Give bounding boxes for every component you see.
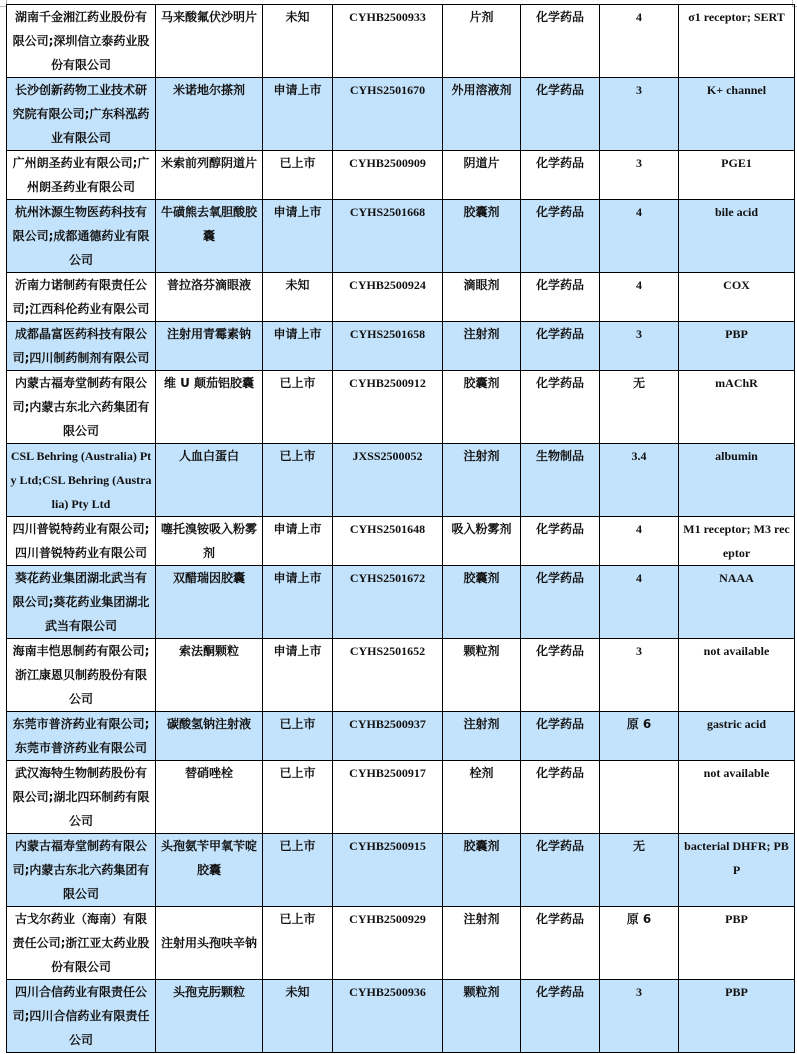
drug-name-cell: 马来酸氟伏沙明片 [156,5,263,78]
dosage-form-cell: 胶囊剂 [443,200,521,273]
target-cell: PGE1 [679,151,795,200]
category-cell: 化学药品 [521,5,600,78]
acceptance-code-cell: CYHB2500924 [333,273,443,322]
company-cell: 湖南千金湘江药业股份有限公司;深圳信立泰药业股份有限公司 [7,5,156,78]
registration-class-cell: 3 [600,322,679,371]
table-row [7,639,795,712]
company-cell: 四川合信药业有限责任公司;四川合信药业有限责任公司 [7,980,156,1053]
acceptance-code-cell: CYHB2500936 [333,980,443,1053]
target-cell: bacterial DHFR; PBP [679,834,795,907]
drug-name-cell: 头孢氨苄甲氧苄啶胶囊 [156,834,263,907]
dosage-form-cell: 滴眼剂 [443,273,521,322]
target-cell: not available [679,639,795,712]
registration-class-cell: 4 [600,566,679,639]
target-cell: not available [679,761,795,834]
table-row [7,5,795,78]
target-cell: bile acid [679,200,795,273]
acceptance-code-cell: CYHS2501658 [333,322,443,371]
company-cell: 内蒙古福寿堂制药有限公司;内蒙古东北六药集团有限公司 [7,834,156,907]
table-row [7,907,795,980]
status-cell: 未知 [263,980,333,1053]
dosage-form-cell: 注射剂 [443,322,521,371]
dosage-form-cell: 注射剂 [443,907,521,980]
category-cell: 化学药品 [521,712,600,761]
drug-name-cell: 牛磺熊去氧胆酸胶囊 [156,200,263,273]
target-cell: COX [679,273,795,322]
status-cell: 未知 [263,5,333,78]
target-cell: PBP [679,980,795,1053]
dosage-form-cell: 片剂 [443,5,521,78]
company-cell: 武汉海特生物制药股份有限公司;湖北四环制药有限公司 [7,761,156,834]
table-row [7,712,795,761]
drug-name-cell: 双醋瑞因胶囊 [156,566,263,639]
table-row [7,761,795,834]
registration-class-cell: 4 [600,5,679,78]
table-row [7,566,795,639]
dosage-form-cell: 胶囊剂 [443,834,521,907]
target-cell: σ1 receptor; SERT [679,5,795,78]
registration-class-cell: 4 [600,273,679,322]
status-cell: 已上市 [263,761,333,834]
acceptance-code-cell: CYHB2500937 [333,712,443,761]
company-cell: 海南丰恺思制药有限公司;浙江康恩贝制药股份有限公司 [7,639,156,712]
registration-class-cell: 3.4 [600,444,679,517]
registration-class-cell: 原 6 [600,712,679,761]
acceptance-code-cell: CYHS2501648 [333,517,443,566]
category-cell: 化学药品 [521,151,600,200]
drug-name-cell: 米索前列醇阴道片 [156,151,263,200]
status-cell: 已上市 [263,907,333,980]
dosage-form-cell: 栓剂 [443,761,521,834]
registration-class-cell: 3 [600,151,679,200]
dosage-form-cell: 胶囊剂 [443,371,521,444]
table-row [7,371,795,444]
target-cell: M1 receptor; M3 receptor [679,517,795,566]
registration-class-cell: 3 [600,980,679,1053]
registration-class-cell: 原 6 [600,907,679,980]
category-cell: 化学药品 [521,566,600,639]
category-cell: 化学药品 [521,371,600,444]
acceptance-code-cell: CYHS2501652 [333,639,443,712]
category-cell: 化学药品 [521,980,600,1053]
acceptance-code-cell: CYHB2500912 [333,371,443,444]
drug-name-cell: 噻托溴铵吸入粉雾剂 [156,517,263,566]
drug-name-cell: 米诺地尔搽剂 [156,78,263,151]
category-cell: 化学药品 [521,273,600,322]
status-cell: 已上市 [263,444,333,517]
table-row [7,322,795,371]
drug-registration-table [6,4,795,1053]
status-cell: 申请上市 [263,517,333,566]
category-cell: 生物制品 [521,444,600,517]
table-row [7,78,795,151]
dosage-form-cell: 颗粒剂 [443,639,521,712]
company-cell: 沂南力诺制药有限责任公司;江西科伦药业有限公司 [7,273,156,322]
dosage-form-cell: 注射剂 [443,444,521,517]
status-cell: 申请上市 [263,566,333,639]
company-cell: 内蒙古福寿堂制药有限公司;内蒙古东北六药集团有限公司 [7,371,156,444]
table-row [7,273,795,322]
category-cell: 化学药品 [521,200,600,273]
target-cell: gastric acid [679,712,795,761]
registration-class-cell: 3 [600,639,679,712]
target-cell: albumin [679,444,795,517]
drug-name-cell: 碳酸氢钠注射液 [156,712,263,761]
drug-name-cell: 索法酮颗粒 [156,639,263,712]
status-cell: 申请上市 [263,322,333,371]
category-cell: 化学药品 [521,761,600,834]
drug-name-cell: 注射用头孢呋辛钠 [156,907,263,980]
table-row [7,151,795,200]
company-cell: 杭州沐源生物医药科技有限公司;成都通德药业有限公司 [7,200,156,273]
acceptance-code-cell: CYHB2500929 [333,907,443,980]
registration-class-cell: 无 [600,834,679,907]
dosage-form-cell: 外用溶液剂 [443,78,521,151]
dosage-form-cell: 颗粒剂 [443,980,521,1053]
status-cell: 申请上市 [263,78,333,151]
status-cell: 已上市 [263,371,333,444]
company-cell: 成都晶富医药科技有限公司;四川制药制剂有限公司 [7,322,156,371]
category-cell: 化学药品 [521,834,600,907]
target-cell: NAAA [679,566,795,639]
target-cell: K+ channel [679,78,795,151]
table-body [7,5,795,1053]
status-cell: 已上市 [263,151,333,200]
company-cell: 东莞市普济药业有限公司;东莞市普济药业有限公司 [7,712,156,761]
table-row [7,444,795,517]
registration-class-cell: 3 [600,78,679,151]
category-cell: 化学药品 [521,639,600,712]
drug-name-cell: 替硝唑栓 [156,761,263,834]
drug-name-cell: 注射用青霉素钠 [156,322,263,371]
target-cell: PBP [679,907,795,980]
acceptance-code-cell: CYHB2500909 [333,151,443,200]
status-cell: 申请上市 [263,200,333,273]
acceptance-code-cell: CYHB2500917 [333,761,443,834]
table-row [7,517,795,566]
registration-class-cell: 无 [600,371,679,444]
drug-name-cell: 维 U 颠茄铝胶囊 [156,371,263,444]
drug-name-cell: 人血白蛋白 [156,444,263,517]
drug-name-cell: 普拉洛芬滴眼液 [156,273,263,322]
status-cell: 未知 [263,273,333,322]
acceptance-code-cell: CYHB2500933 [333,5,443,78]
dosage-form-cell: 阴道片 [443,151,521,200]
company-cell: 广州朗圣药业有限公司;广州朗圣药业有限公司 [7,151,156,200]
acceptance-code-cell: CYHB2500915 [333,834,443,907]
registration-class-cell [600,761,679,834]
acceptance-code-cell: CYHS2501670 [333,78,443,151]
acceptance-code-cell: CYHS2501672 [333,566,443,639]
drug-name-cell: 头孢克肟颗粒 [156,980,263,1053]
dosage-form-cell: 胶囊剂 [443,566,521,639]
status-cell: 申请上市 [263,639,333,712]
table-row [7,200,795,273]
category-cell: 化学药品 [521,907,600,980]
category-cell: 化学药品 [521,517,600,566]
category-cell: 化学药品 [521,322,600,371]
dosage-form-cell: 吸入粉雾剂 [443,517,521,566]
company-cell: CSL Behring (Australia) Pty Ltd;CSL Behring (Australia) Pty Ltd [7,444,156,517]
status-cell: 已上市 [263,834,333,907]
target-cell: PBP [679,322,795,371]
table-row [7,980,795,1053]
target-cell: mAChR [679,371,795,444]
company-cell: 葵花药业集团湖北武当有限公司;葵花药业集团湖北武当有限公司 [7,566,156,639]
company-cell: 四川普锐特药业有限公司;四川普锐特药业有限公司 [7,517,156,566]
company-cell: 长沙创新药物工业技术研究院有限公司;广东科泓药业有限公司 [7,78,156,151]
acceptance-code-cell: CYHS2501668 [333,200,443,273]
acceptance-code-cell: JXSS2500052 [333,444,443,517]
category-cell: 化学药品 [521,78,600,151]
status-cell: 已上市 [263,712,333,761]
company-cell: 古戈尔药业（海南）有限责任公司;浙江亚太药业股份有限公司 [7,907,156,980]
registration-class-cell: 4 [600,200,679,273]
table-row [7,834,795,907]
registration-class-cell: 4 [600,517,679,566]
dosage-form-cell: 注射剂 [443,712,521,761]
